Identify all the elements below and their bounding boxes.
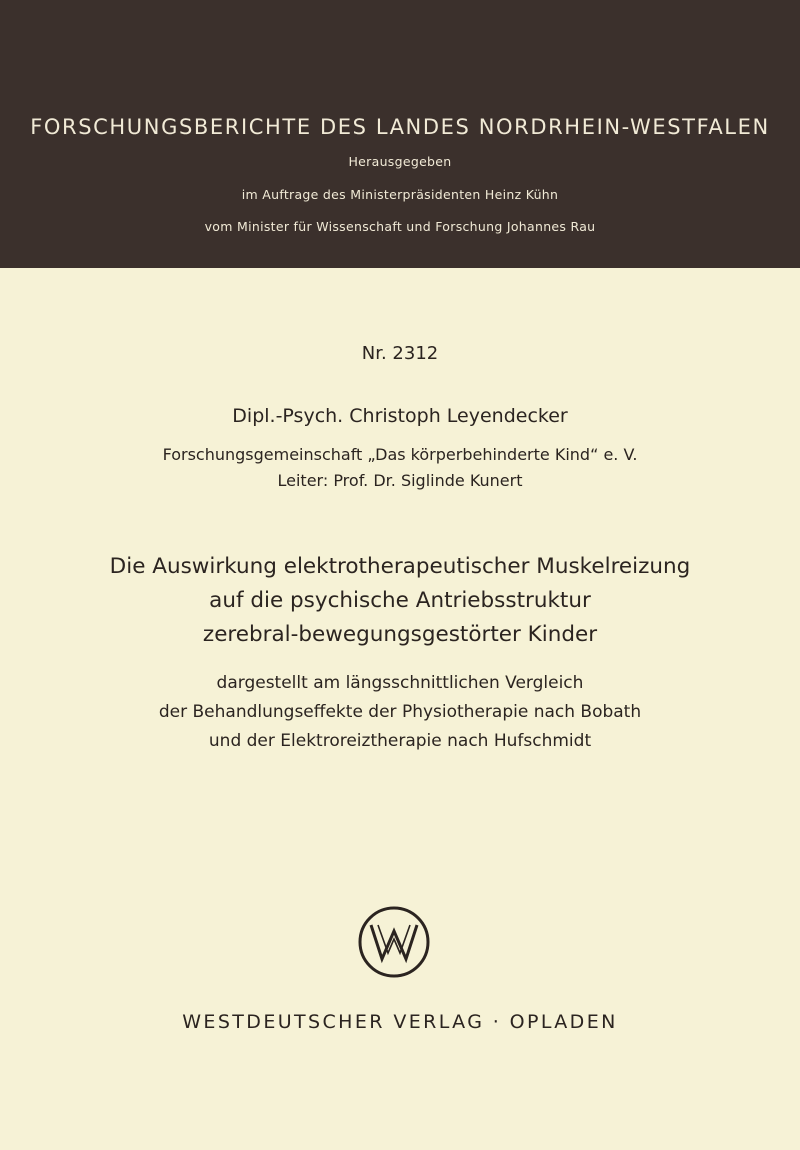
- title-line: zerebral-bewegungsgestörter Kinder: [202, 622, 598, 647]
- subtitle-line: dargestellt am längsschnittlichen Vergleich: [216, 673, 584, 693]
- subtitle-line: der Behandlungseffekte der Physiotherapie nach Bobath: [158, 702, 642, 722]
- publisher-name: WESTDEUTSCHER VERLAG · OPLADEN: [182, 1011, 618, 1033]
- cover-body: [0, 268, 800, 1150]
- leader: Leiter: Prof. Dr. Siglinde Kunert: [277, 471, 523, 490]
- affiliation: Forschungsgemeinschaft „Das körperbehinderte Kind“ e. V.: [162, 445, 638, 464]
- editor-line: Herausgegeben: [348, 154, 452, 169]
- author: Dipl.-Psych. Christoph Leyendecker: [232, 405, 568, 427]
- series-title: FORSCHUNGSBERICHTE DES LANDES NORDRHEIN-WESTFALEN: [30, 115, 770, 139]
- subtitle-line: und der Elektroreiztherapie nach Hufschmidt: [208, 731, 592, 751]
- header-band: [0, 0, 800, 268]
- circled-w-logo-icon: [357, 905, 431, 979]
- title-line: Die Auswirkung elektrotherapeutischer Muskelreizung: [109, 554, 691, 579]
- commission-line: im Auftrage des Ministerpräsidenten Heinz Kühn: [241, 187, 559, 202]
- minister-line: vom Minister für Wissenschaft und Forschung Johannes Rau: [204, 219, 596, 234]
- title-line: auf die psychische Antriebsstruktur: [209, 588, 591, 613]
- report-number: Nr. 2312: [361, 343, 439, 364]
